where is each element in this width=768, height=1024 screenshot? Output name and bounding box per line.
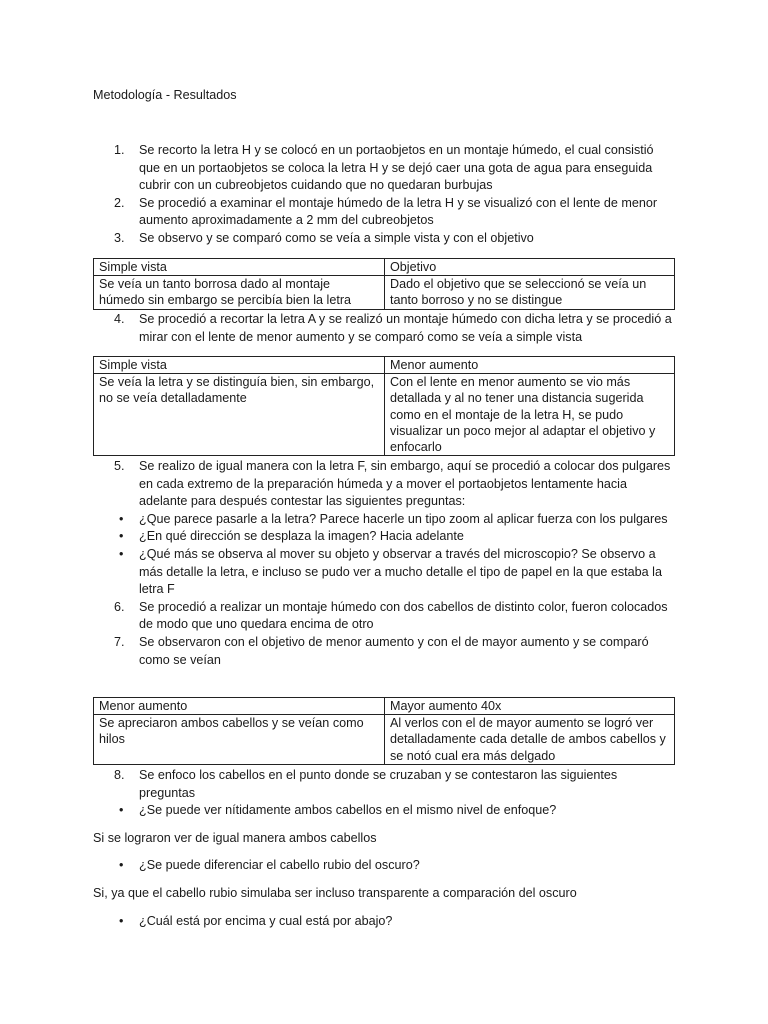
table-cell: Se veía la letra y se distinguía bien, sin embargo, no se veía detalladamente (94, 374, 385, 456)
table-cell: Dado el objetivo que se seleccionó se veía un tanto borroso y no se distingue (385, 276, 675, 309)
comparison-table-letter-a (93, 356, 675, 456)
page-title: Metodología - Resultados (93, 88, 237, 102)
bullet-icon: • (119, 858, 124, 872)
table-header-cell: Simple vista (94, 259, 385, 276)
list-item (93, 802, 675, 820)
step-text: Se recorto la letra H y se colocó en un portaobjetos en un montaje húmedo, el cual consistió que en un portaobjetos se coloca la letra H y se dejó caer una gota de agua para enseguida cubrir con un cubreobjetos cuidando que no quedaran burbujas (139, 143, 654, 193)
step-number: 3. (114, 230, 125, 245)
step-text: Se observaron con el objetivo de menor aumento y con el de mayor aumento y se comparó como se veían (139, 634, 649, 667)
table-cell: Al verlos con el de mayor aumento se logró ver detalladamente cada detalle de ambos cabellos y se notó cual era más delgado (385, 715, 675, 765)
question-2 (93, 857, 675, 875)
list-item (93, 546, 675, 599)
bullet-icon: • (119, 529, 124, 544)
step-text: Se enfoco los cabellos en el punto donde se cruzaban y se contestaron las siguientes preguntas (139, 768, 618, 800)
question-text: ¿Se puede diferenciar el cabello rubio del oscuro? (139, 858, 420, 872)
steps-list-a (93, 142, 675, 248)
table-header-cell: Menor aumento (385, 357, 675, 374)
step-number: 4. (114, 312, 125, 326)
step-4 (93, 311, 675, 346)
table-header-row (94, 259, 675, 276)
question-text: ¿Cuál está por encima y cual está por abajo? (139, 914, 393, 928)
step-number: 7. (114, 634, 125, 649)
list-item (93, 142, 675, 195)
table-row (94, 374, 675, 456)
bullet-text: ¿En qué dirección se desplaza la imagen? Hacia adelante (139, 529, 464, 544)
list-item (93, 767, 675, 802)
list-item (93, 913, 675, 931)
step-number: 1. (114, 143, 125, 157)
list-item (93, 195, 675, 230)
step-text: Se observo y se comparó como se veía a simple vista y con el objetivo (139, 230, 534, 245)
step-number: 8. (114, 768, 125, 782)
table-cell: Con el lente en menor aumento se vio más detallada y al no tener una distancia sugerida como en el montaje de la letra H, se pudo visualizar un poco mejor al adaptar el objetivo y enfocarlo (385, 374, 675, 456)
bullet-icon: • (119, 511, 124, 526)
table-header-row (94, 357, 675, 374)
question-text: ¿Se puede ver nítidamente ambos cabellos en el mismo nivel de enfoque? (139, 803, 557, 818)
table-header-cell: Menor aumento (94, 698, 385, 715)
step-text: Se procedió a recortar la letra A y se realizó un montaje húmedo con dicha letra y se procedió a mirar con el lente de menor aumento y se comparó como se veía a simple vista (139, 312, 672, 344)
table-row (94, 715, 675, 765)
list-item (93, 634, 675, 669)
list-item (93, 458, 675, 511)
list-item (93, 511, 675, 529)
step-number: 2. (114, 195, 125, 210)
bullet-text: ¿Qué más se observa al mover su objeto y observar a través del microscopio? Se observo a más detalle la letra, e incluso se pudo ver a mucho detalle el tipo de papel en la que estaba la letra F (139, 546, 662, 597)
list-item (93, 528, 675, 546)
bullet-icon: • (119, 914, 124, 928)
comparison-table-hairs (93, 697, 675, 765)
step-number: 6. (114, 599, 125, 614)
comparison-table-letter-h (93, 258, 675, 310)
table-header-row (94, 698, 675, 715)
answer-text: Si, ya que el cabello rubio simulaba ser incluso transparente a comparación del oscuro (93, 886, 577, 900)
list-item (93, 599, 675, 634)
step-text: Se realizo de igual manera con la letra F, sin embargo, aquí se procedió a colocar dos pulgares en cada extremo de la preparación húmeda y a mover el portaobjetos lentamente hacia adelante para después contestar las siguientes preguntas: (139, 459, 671, 509)
step-text: Se procedió a realizar un montaje húmedo con dos cabellos de distinto color, fueron colocados de modo que uno quedara encima de otro (139, 599, 668, 632)
table-cell: Se apreciaron ambos cabellos y se veían como hilos (94, 715, 385, 765)
table-header-cell: Simple vista (94, 357, 385, 374)
question-3 (93, 913, 675, 931)
bullet-icon: • (119, 546, 124, 561)
step-text: Se procedió a examinar el montaje húmedo de la letra H y se visualizó con el lente de menor aumento aproximadamente a 2 mm del cubreobjetos (139, 195, 658, 228)
list-item (93, 230, 675, 248)
bullet-icon: • (119, 803, 124, 818)
bullet-text: ¿Que parece pasarle a la letra? Parece hacerle un tipo zoom al aplicar fuerza con los pulgares (139, 511, 668, 526)
table-cell: Se veía un tanto borrosa dado al montaje húmedo sin embargo se percibía bien la letra (94, 276, 385, 309)
step-5-section (93, 458, 675, 669)
table-row (94, 276, 675, 309)
list-item (93, 857, 675, 875)
step-number: 5. (114, 459, 125, 473)
table-header-cell: Objetivo (385, 259, 675, 276)
list-item (93, 311, 675, 346)
step-8-section (93, 767, 675, 820)
answer-text: Si se lograron ver de igual manera ambos cabellos (93, 831, 377, 845)
table-header-cell: Mayor aumento 40x (385, 698, 675, 715)
